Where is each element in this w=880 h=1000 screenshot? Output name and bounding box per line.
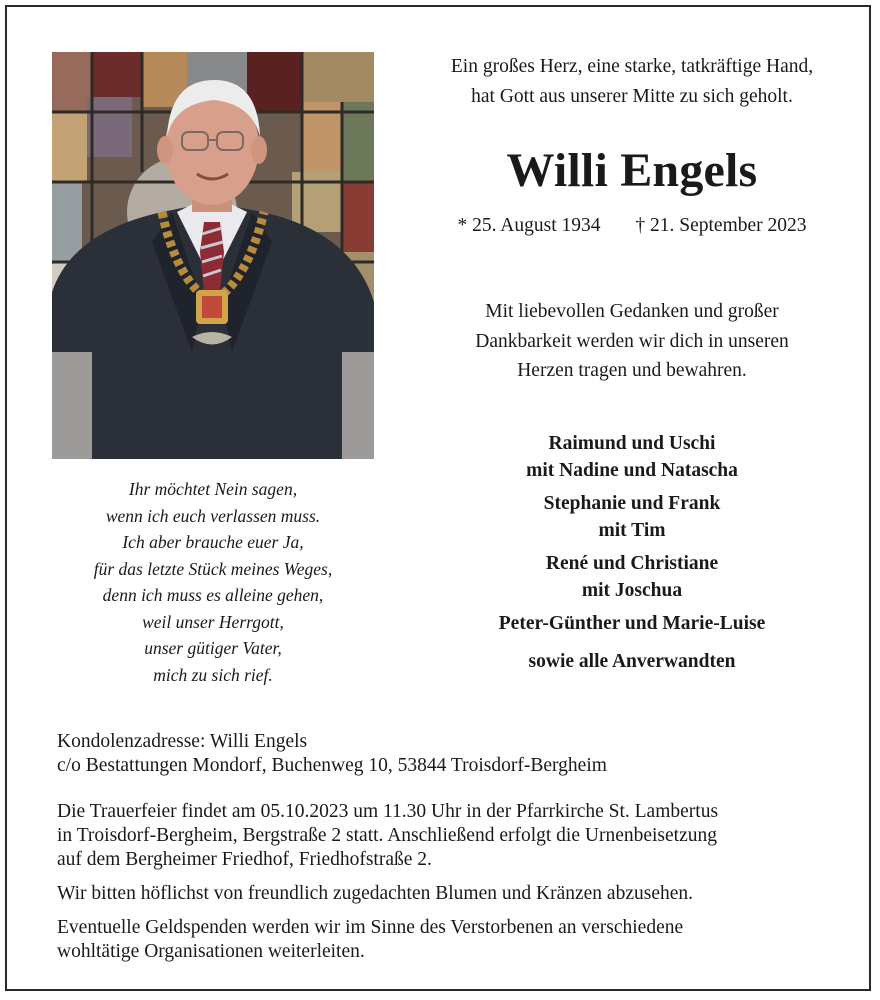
mourners-list	[400, 430, 864, 681]
mourner-group	[400, 648, 864, 675]
funeral-info	[57, 800, 847, 872]
poem	[52, 476, 374, 688]
poem-line: unser gütiger Vater,	[144, 638, 282, 658]
donations-line: Eventuelle Geldspenden werden wir im Sinne des Verstorbenen an verschiedene	[57, 917, 684, 938]
mourner-line: Raimund und Uschi	[548, 433, 716, 454]
funeral-line: auf dem Bergheimer Friedhof, Friedhofstraße 2.	[57, 849, 432, 870]
mourner-line: Peter-Günther und Marie-Luise	[498, 613, 766, 634]
mourner-line: René und Christiane	[545, 553, 719, 574]
death-date: † 21. September 2023	[635, 215, 807, 236]
condolence-address	[57, 730, 847, 778]
mourner-line: mit Joschua	[581, 580, 683, 601]
memory-text	[400, 297, 864, 386]
poem-line: Ihr möchtet Nein sagen,	[128, 479, 298, 499]
mourner-group	[400, 430, 864, 484]
intro-line: hat Gott aus unserer Mitte zu sich geholt.	[471, 86, 793, 107]
funeral-line: Die Trauerfeier findet am 05.10.2023 um 11.30 Uhr in der Pfarrkirche St. Lambertus	[57, 801, 719, 822]
funeral-line: in Troisdorf-Bergheim, Bergstraße 2 statt. Anschließend erfolgt die Urnenbeisetzung	[57, 825, 717, 846]
mourner-group	[400, 610, 864, 637]
poem-line: für das letzte Stück meines Weges,	[93, 558, 333, 579]
donations-line: wohltätige Organisationen weiterleiten.	[57, 941, 365, 962]
portrait-photo	[52, 52, 374, 459]
memory-line: Herzen tragen und bewahren.	[517, 360, 747, 381]
intro-verse	[400, 52, 864, 112]
notice-details	[57, 730, 847, 974]
condolence-line: Kondolenzadresse: Willi Engels	[57, 731, 308, 752]
flowers-note	[57, 882, 847, 906]
memory-line: Dankbarkeit werden wir dich in unseren	[475, 330, 789, 352]
mourner-line: mit Tim	[598, 520, 666, 541]
life-dates	[400, 211, 864, 241]
poem-line: mich zu sich rief.	[153, 664, 273, 685]
mourner-line: Stephanie und Frank	[543, 493, 721, 514]
poem-line: weil unser Herrgott,	[142, 611, 284, 632]
mourner-line: sowie alle Anverwandten	[528, 651, 736, 672]
mourner-group	[400, 550, 864, 604]
condolence-line: c/o Bestattungen Mondorf, Buchenweg 10, 53844 Troisdorf-Bergheim	[57, 755, 607, 776]
poem-line: Ich aber brauche euer Ja,	[122, 532, 304, 552]
intro-line: Ein großes Herz, eine starke, tatkräftige Hand,	[450, 56, 814, 77]
mourner-line: mit Nadine und Natascha	[526, 460, 738, 481]
deceased-name: Willi Engels	[506, 144, 758, 197]
mourner-group	[400, 490, 864, 544]
donations-note	[57, 916, 847, 964]
portrait-illustration	[52, 52, 374, 459]
birth-date: * 25. August 1934	[457, 215, 601, 236]
flowers-line: Wir bitten höflichst von freundlich zugedachten Blumen und Kränzen abzusehen.	[57, 883, 694, 904]
memory-line: Mit liebevollen Gedanken und großer	[485, 301, 779, 322]
poem-line: wenn ich euch verlassen muss.	[105, 505, 321, 526]
poem-line: denn ich muss es alleine gehen,	[102, 585, 324, 605]
